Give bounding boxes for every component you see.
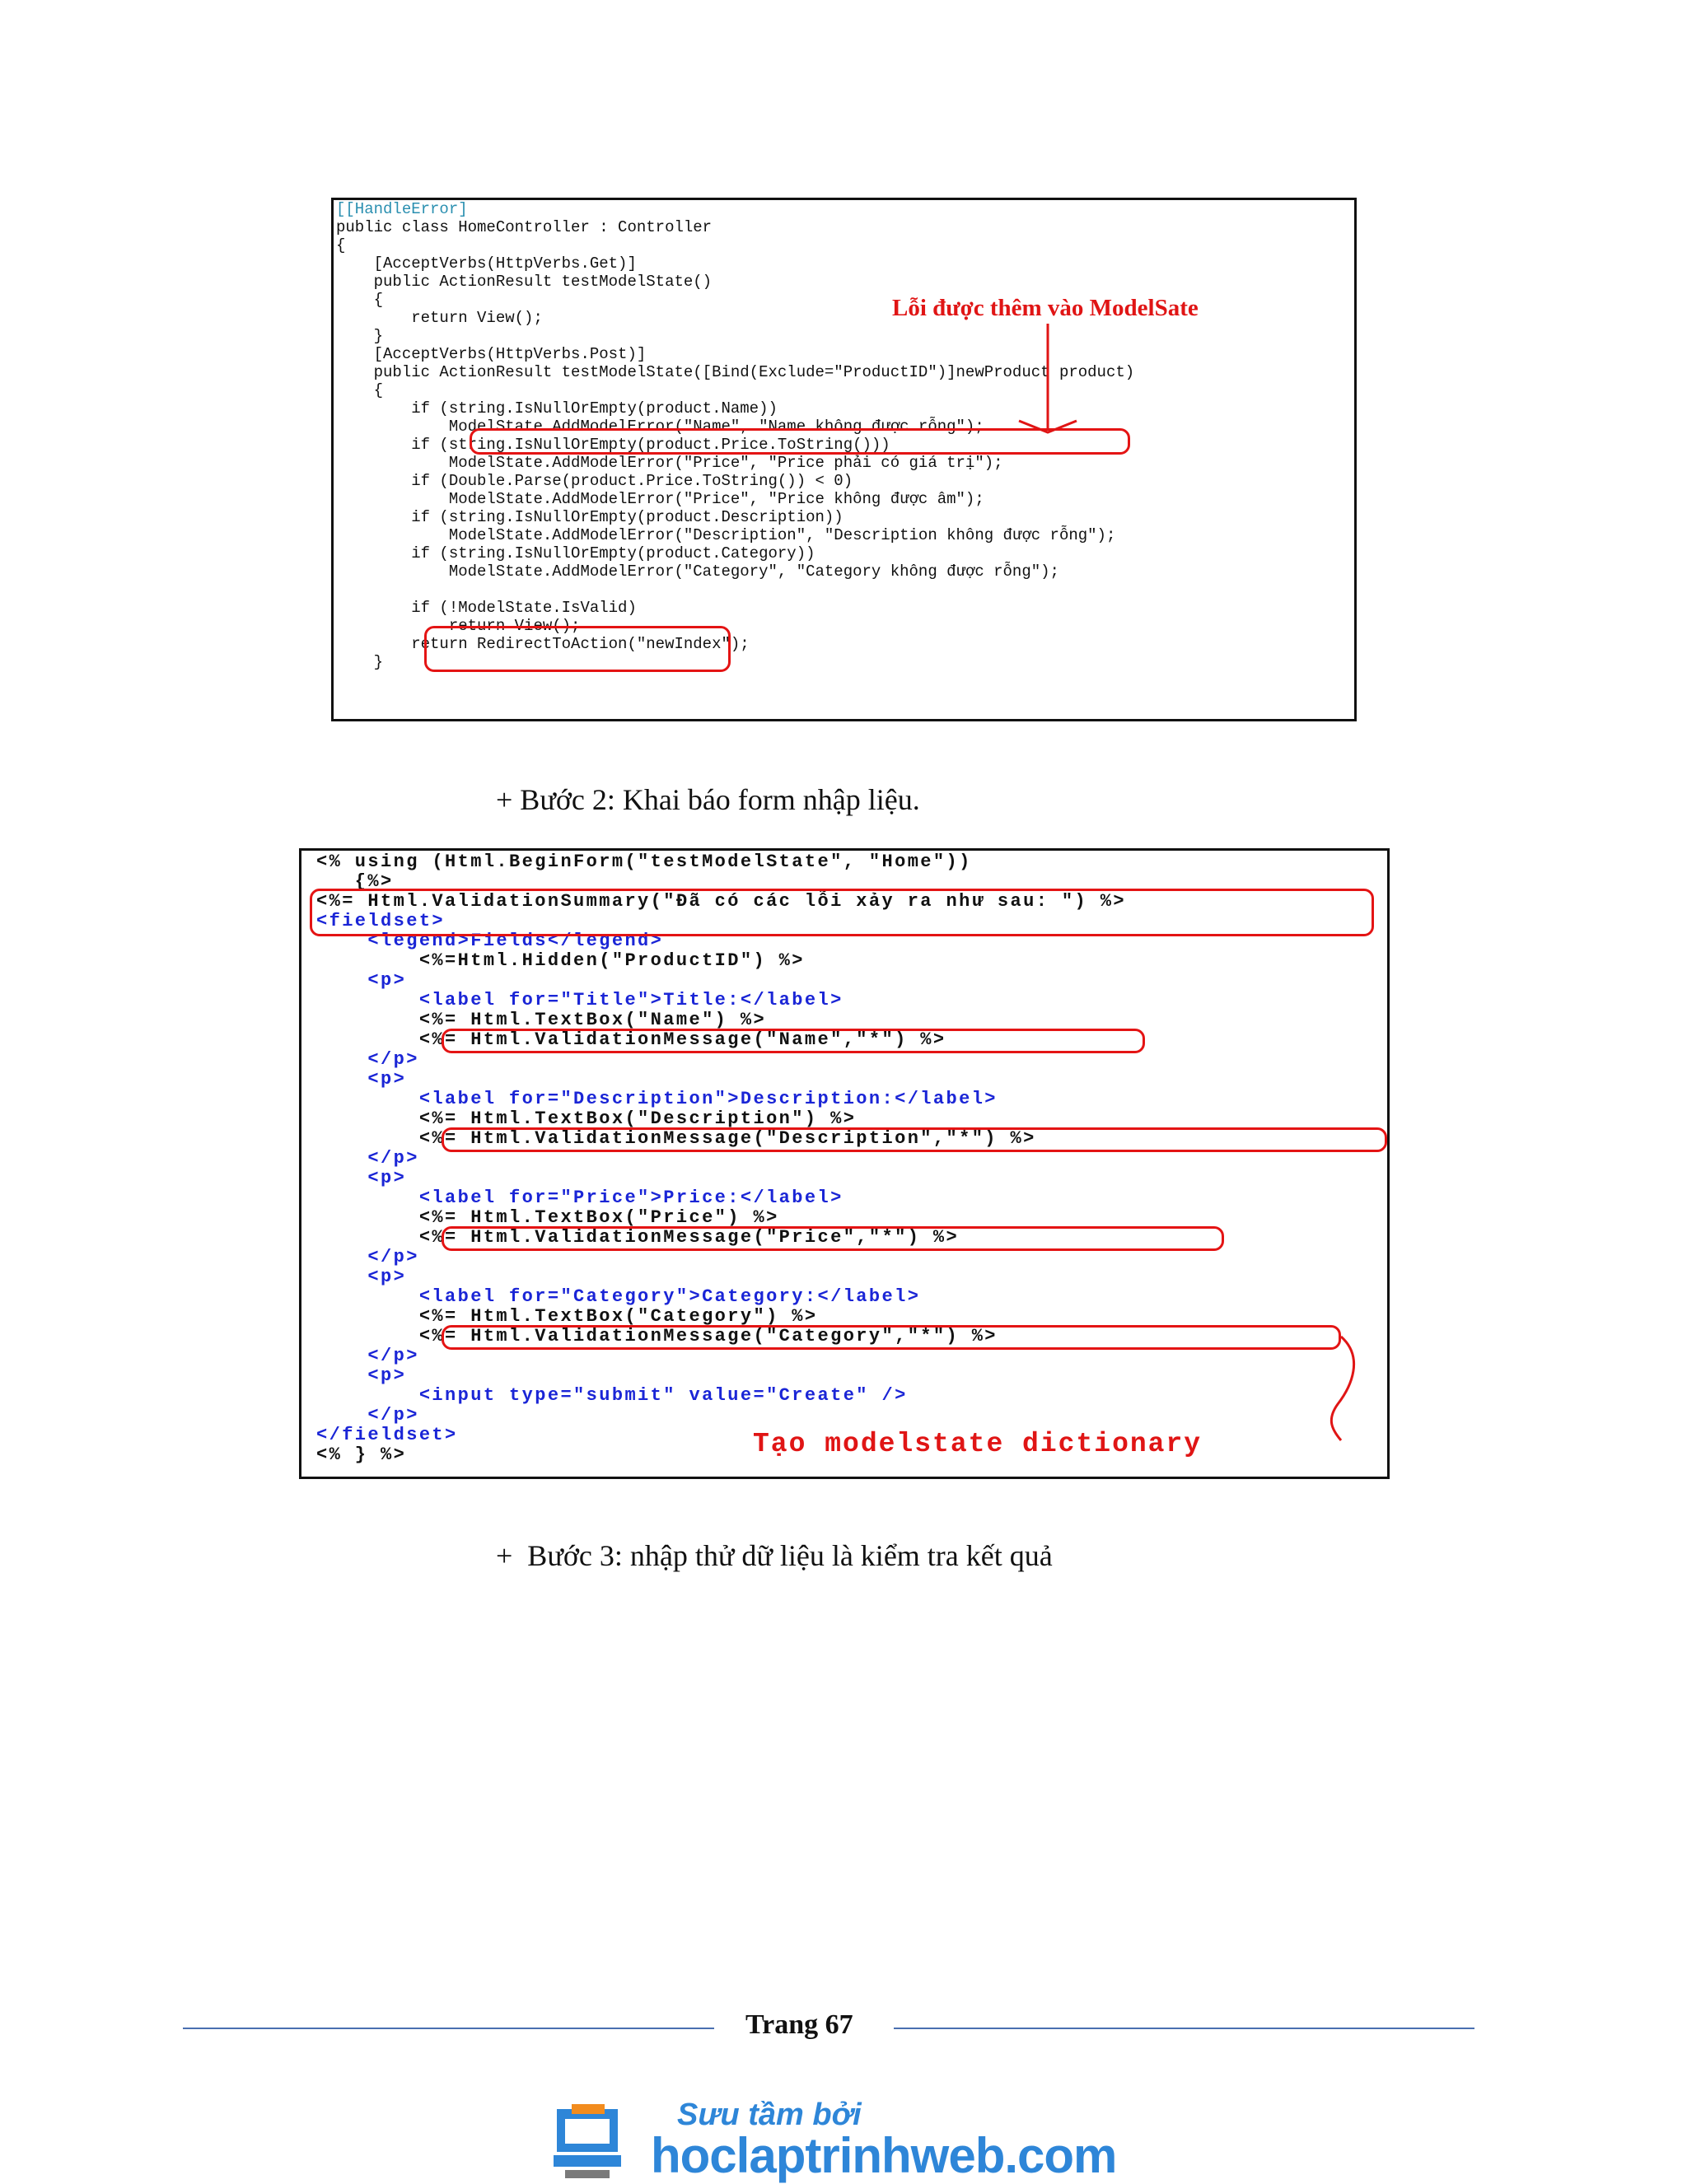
code-line: ModelState.AddModelError("Price", "Price không được âm");	[336, 490, 984, 508]
code-line: if (string.IsNullOrEmpty(product.Category))	[336, 544, 815, 562]
code-line: if (Double.Parse(product.Price.ToString()) < 0)	[336, 472, 853, 490]
code-line: </p>	[316, 1346, 419, 1366]
code-line: <label for="Category">Category:</label>	[316, 1286, 921, 1307]
code-line: ModelState.AddModelError("Description", "Description không được rỗng");	[336, 526, 1116, 544]
code-line: <%=Html.Hidden("ProductID") %>	[316, 950, 805, 971]
code-line: <% } %>	[316, 1444, 407, 1465]
code-line: <fieldset>	[316, 911, 446, 931]
code-line: ModelState.AddModelError("Category", "Category không được rỗng");	[336, 562, 1059, 581]
code-line: }	[336, 327, 384, 345]
logo-domain: hoclaptrinhweb.com	[651, 2128, 1117, 2183]
code-line: <p>	[316, 1168, 407, 1188]
code-line: <label for="Title">Title:</label>	[316, 990, 844, 1010]
footer-rule-right	[894, 2028, 1474, 2029]
code-line: <%= Html.TextBox("Name") %>	[316, 1010, 767, 1030]
code-line: </p>	[316, 1148, 419, 1169]
code-line: {	[336, 236, 346, 254]
code-line: public ActionResult testModelState()	[336, 273, 713, 291]
code-line: if (!ModelState.IsValid)	[336, 599, 637, 617]
code-line: <%= Html.ValidationMessage("Name","*") %>	[316, 1029, 946, 1050]
code-line: <p>	[316, 970, 407, 991]
code-line: ModelState.AddModelError("Price", "Price phải có giá trị");	[336, 454, 1003, 472]
code-line: </fieldset>	[316, 1425, 458, 1445]
code-line: {%>	[316, 871, 394, 892]
annotation-modelstate: Tạo modelstate dictionary	[753, 1429, 1203, 1459]
code-line: <p>	[316, 1267, 407, 1287]
code-line: </p>	[316, 1049, 419, 1070]
code-line: <%= Html.ValidationMessage("Description","*") %>	[316, 1128, 1036, 1149]
step-2-text: + Bước 2: Khai báo form nhập liệu.	[496, 783, 920, 816]
code-line: [AcceptVerbs(HttpVerbs.Post)]	[336, 345, 647, 363]
code-line: <label for="Description">Description:</label>	[316, 1089, 998, 1109]
code-line: <label for="Price">Price:</label>	[316, 1188, 844, 1208]
step-3-text: + Bước 3: nhập thử dữ liệu là kiểm tra kết quả	[496, 1539, 1053, 1572]
code-line: if (string.IsNullOrEmpty(product.Name))	[336, 399, 778, 418]
code-line: public class HomeController : Controller	[336, 218, 713, 236]
annotation-curve-icon	[301, 851, 1389, 1477]
code-screenshot-form	[299, 848, 1390, 1479]
code-line: ModelState.AddModelError("Name", "Name không được rỗng");	[336, 418, 984, 436]
code-screenshot-controller	[331, 198, 1357, 721]
code-line: <%= Html.TextBox("Category") %>	[316, 1306, 818, 1327]
code-line: <input type="submit" value="Create" />	[316, 1385, 908, 1406]
annotation-error-added: Lỗi được thêm vào ModelSate	[892, 295, 1199, 321]
code-line: return View();	[336, 309, 543, 327]
code-line: <% using (Html.BeginForm("testModelState", "Home"))	[316, 852, 972, 872]
code-line: <p>	[316, 1365, 407, 1386]
code-line: {	[336, 381, 384, 399]
annotation-arrow-icon	[334, 200, 1355, 719]
code-line: <p>	[316, 1069, 407, 1090]
code-line: public ActionResult testModelState([Bind(Exclude="ProductID")]newProduct product)	[336, 363, 1135, 381]
code-line: </p>	[316, 1247, 419, 1267]
code-line: <%= Html.TextBox("Price") %>	[316, 1207, 779, 1228]
footer-rule-left	[183, 2028, 714, 2029]
code-line: return View();	[336, 617, 581, 635]
code-line: <%= Html.ValidationMessage("Price","*") %>	[316, 1227, 960, 1248]
code-line: <%= Html.ValidationSummary("Đã có các lỗi xảy ra như sau: ") %>	[316, 891, 1126, 912]
code-line: [AcceptVerbs(HttpVerbs.Get)]	[336, 254, 637, 273]
code-line: return RedirectToAction("newIndex");	[336, 635, 750, 653]
code-line: {	[336, 291, 384, 309]
code-line: if (string.IsNullOrEmpty(product.Description))	[336, 508, 844, 526]
site-logo	[554, 2096, 1147, 2182]
code-line: <%= Html.TextBox("Description") %>	[316, 1108, 857, 1129]
code-line: <%= Html.ValidationMessage("Category","*") %>	[316, 1326, 998, 1346]
code-line: <legend>Fields</legend>	[316, 931, 664, 951]
code-line: }	[336, 653, 384, 671]
computer-icon	[554, 2104, 621, 2180]
code-line: if (string.IsNullOrEmpty(product.Price.ToString()))	[336, 436, 890, 454]
logo-tagline: Sưu tầm bởi	[677, 2098, 862, 2132]
code-line: [[HandleError]	[336, 200, 468, 218]
code-line: </p>	[316, 1405, 419, 1426]
page-number: Trang 67	[745, 2009, 853, 2040]
